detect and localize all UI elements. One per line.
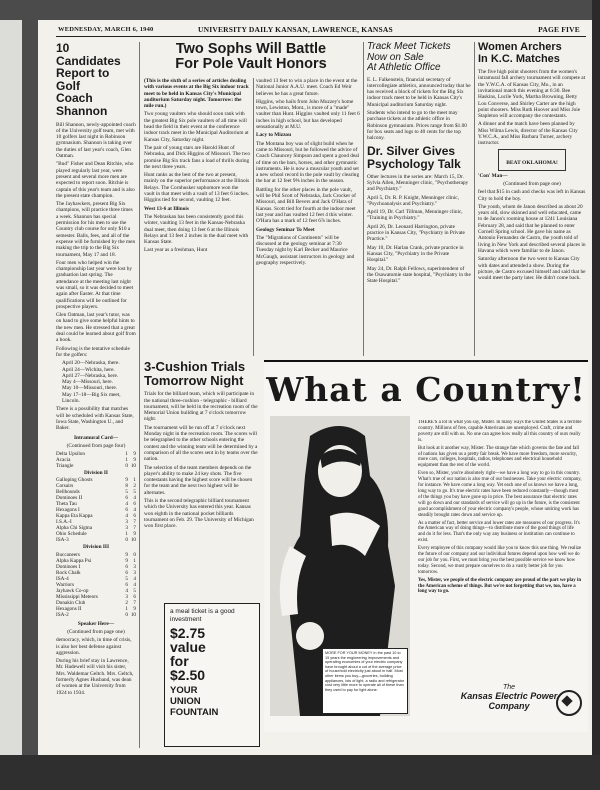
pole-vault-subhead: Lacy to Mizzou xyxy=(256,132,292,139)
tickets-para: E. L. Falkenstein, financial secretary of intercollegiate athletics, announced today that he has received a block of tickets for the Big Six indoor track meet to be held in Kansas City's Municipal auditorium Saturday night. xyxy=(367,76,471,108)
ad-para: But look at it another way, Mister. The strange fate which governs the fate and fall of nations has given us a pretty fair break. We have more freedom, more security, more cars, colleges, hospitals, radios, telephones and electrical household equipment than the rest of the world. xyxy=(418,445,580,469)
beat-oklahoma-box: BEAT OKLAHOMA! xyxy=(498,149,566,171)
team-name: ISA-2 xyxy=(56,611,69,618)
fountain-name: YOUR UNION FOUNTAIN xyxy=(170,685,219,718)
pole-vault-para: The Nebraskan has been consistently good this winter, vaulting 13 feet in the Kansas-Nebraska dual meet, then doing 13 feet 6 at the Illinois Relays and 13 feet 2 inches in the dual meet with Kansas State. xyxy=(144,213,249,246)
team-name: Galloping Ghosts xyxy=(56,477,93,484)
team-wins: 6 xyxy=(125,569,128,576)
pole-vault-para: Hunt ranks as the best of the two at present, mainly on the superior performance at the Illinois Relays. The Cornhusker sophomore won the vault in that meet with a vault of 13 feet 6 inches. Higgins tied for second, vaulting 12 feet. xyxy=(144,172,250,204)
team-wins: 8 xyxy=(125,483,128,490)
golf-para: Glen Oatman, last year's tutor, was on hand to give some helpful hints to the new men. He stressed that a great deal could be learned about golf from a book. xyxy=(56,312,136,344)
team-wins: 9 xyxy=(125,557,128,564)
team-wins: 0 xyxy=(125,537,128,544)
fountain-prices: $2.75 value for $2.50 xyxy=(170,625,206,683)
con-man-para: Saturday afternoon the two went to Kansas City with dates and attended a show. During the picture, de Castro excused himself and said that he would meet the party later. He didn't come back. xyxy=(478,256,586,282)
speaker-subtitle: (Continued from page one) xyxy=(67,629,125,635)
team-losses: 3 xyxy=(133,569,136,576)
con-man-para: feel that $15 in cash and checks was left in Kansas City to hold the boy. xyxy=(478,189,586,202)
pole-vault-para: Higgins, who hails from John Muzzey's home town, Lewiston, Mont., is more of a "made" vaulter than Hunt. Higgins vaulted only 11 feet 6 inches in high school, but has developed sensationally at M.U. xyxy=(256,98,360,131)
newspaper-page xyxy=(38,20,592,755)
pole-vault-para: vaulted 13 feet to win a place in the event at the National Junior A.A.U. meet. Coach Ed Weir believes he has a great future. xyxy=(256,78,358,97)
geology-para: The "Migrations of Continents" will be discussed at the geology seminar at 7:30 Tuesday night by Karl Becker and Maurice McGaugh, assistant instructors in geology and geography respectively. xyxy=(256,234,355,267)
pole-vault-para: The pair of young stars are Harold Hunt of Nebraska, and Dick Higgins of Missouri. The two promise Big Six track fans a load of thrills during the next three years. xyxy=(144,144,250,170)
team-wins: 3 xyxy=(125,593,128,600)
team-wins: 4 xyxy=(125,501,128,508)
scan-bottom xyxy=(0,755,600,790)
team-losses: 3 xyxy=(133,563,136,570)
golf-para: Bill Shannon, newly-appointed coach of the University golf team, met with 10 golfers last night in Robinson gymnasium. Shannon is taking over the duties of last year's coach, Glen Oatman. xyxy=(56,121,136,160)
team-wins: 9 xyxy=(125,477,128,484)
con-man-subtitle: (Continued from page one) xyxy=(503,180,561,187)
archers-para: A dinner and the match have been planned by Miss Wilma Lewis, director of the Kansas City Y.W.C.A., and Miss Barbara Turner, archery instructor. xyxy=(478,121,578,147)
standings-table xyxy=(56,451,136,469)
psychology-para: April 5, Dr. R. P. Knight, Menninger clinic, "Psychoanalysis and Psychiatry." xyxy=(367,194,459,207)
team-losses: 7 xyxy=(133,599,136,606)
team-losses: 10 xyxy=(130,611,136,618)
team-name: Kappa Eta Kappa xyxy=(56,513,93,520)
con-man-para: The youth, whom de Janon described as about 20 years old, slow skinned and well educated, came to de Janon's rooming house at 1241 Louisiana February 28, and said that he planned to enter Cornell Spring school. He gave his name as Antonio Fernandez de Castro, the youth told of living in New York and described several places in Havana which were familiar to de Janon. xyxy=(478,203,586,254)
team-name: Warriors xyxy=(56,581,75,588)
team-losses: 1 xyxy=(133,557,136,564)
ad-para: Every employee of this company would like you to know this one thing. We realize the future of our company and our individual futures depend upon how well we do our job for you. First, we must bring you the best possible service we know how today. Second, we must prepare ourselves to do a vastly better job for you tomorrow. xyxy=(418,546,582,575)
team-wins: 1 xyxy=(125,605,128,612)
team-name: Hexagons II xyxy=(56,605,82,612)
team-name: Bellhounds xyxy=(56,489,80,496)
team-losses: 9 xyxy=(133,531,136,538)
archers-headline: Women Archers In K.C. Matches xyxy=(478,42,562,65)
masthead-page: PAGE FIVE xyxy=(538,25,580,34)
column-rule xyxy=(139,42,140,748)
team-name: Delta Upsilon xyxy=(56,451,85,458)
golf-para: "Bud" Fisher and Dean Ritchie, who played regularly last year, were present and several more men are expected to report soon. Ritchie is captain of this year's team and is also the present state champion. xyxy=(56,161,135,199)
team-losses: 10 xyxy=(130,463,136,470)
team-losses: 5 xyxy=(133,489,136,496)
team-name: Dunakin Club xyxy=(56,599,86,606)
team-wins: 3 xyxy=(125,525,128,532)
team-name: Dominoes II xyxy=(56,495,83,502)
team-name: Mississippi Meteors xyxy=(56,593,98,600)
pole-vault-column-cont xyxy=(256,78,360,356)
pole-vault-subhead: West 13-6 at Illinois xyxy=(144,205,189,212)
con-man-title: 'Con' Man— xyxy=(478,172,508,179)
pole-vault-para: Two young vaulters who should soon rank with the greatest Big Six pole vaulters of all time will head the field in their event at the conference indoor track meet in the Municipal Auditorium at Kansas City, Saturday night. xyxy=(144,111,249,143)
money-callout: MORE FOR YOUR MONEY In the past 10 to 15 years the engineering improvements and operating economies of your electric company have brought about a cut of the average price of household electricity just about in half. Most other items you buy—groceries, building appliances, lots of light, a radio and refrigerator cost very little more to operate all of these than they used to pay for light alone. xyxy=(322,648,408,714)
division-title: Division III xyxy=(82,544,110,551)
team-name: Alpha Chi Sigma xyxy=(56,525,93,532)
archers-column xyxy=(478,42,586,356)
intramural-title: Intramural Card— xyxy=(74,434,118,441)
team-name: ISA-3 xyxy=(56,537,69,544)
team-name: I.S.A.-I xyxy=(56,519,72,526)
team-wins: 2 xyxy=(125,599,128,606)
pole-vault-para: Battling for the other places in the pole vault, will be Phil Scott of Nebraska, Jack Crocker of Missouri, and Bill Bevers and Jack O'Hara of Kansas. Scott tied for fourth at the indoor meet last year and has vaulted 12 feet 4 this winter. O'Hara has a mark of 12 feet 6⅞ inches. xyxy=(256,186,356,225)
team-wins: 9 xyxy=(125,551,128,558)
division-title: Division II xyxy=(84,470,108,477)
team-wins: 6 xyxy=(125,581,128,588)
standings-row xyxy=(56,612,136,618)
tickets-column xyxy=(367,42,471,356)
ad-body xyxy=(418,420,582,680)
team-name: Acacia xyxy=(56,457,71,464)
psychology-para: Other lectures in the series are: March 15, Dr. Sylvia Allen, Menninger clinic, "Psychotherapy and Psychiatry." xyxy=(367,173,469,193)
speaker-para: democracy, which, in time of crisis, is also her best defense against aggression. xyxy=(56,637,132,656)
psychology-para: May 24, Dr. Ralph Fellows, superintendent of the Osawatomie state hospital, "Psychiatry in the State Hospital." xyxy=(367,265,471,285)
standings-table xyxy=(56,552,136,618)
psychology-para: April 19, Dr. Carl Tillman, Menninger clinic, "Training in Psychiatry." xyxy=(367,209,463,222)
archers-para: The five high point shooters from the women's intramural fall archery tournament will compete at the Y.W.C.A. of Kansas City, Mo., in an invitational match this evening at 6:30. Bee Haskins, Lucile York, Martha Browning, Betty Lou Converse, and Shirley Carter are the high point shooters. Miss Ruth Hoover and Miss Joie Stapleton will accompany the contestants. xyxy=(478,69,586,120)
team-name: Hexagons I xyxy=(56,507,80,514)
golf-para: Four men who helped win the championship last year were lost by graduation last spring. The attendance at the meeting last night was small, so it was decided to meet again after Easter. At that time qualifications will be outlined for prospective players. xyxy=(56,259,134,310)
team-wins: 4 xyxy=(125,587,128,594)
pole-vault-column xyxy=(144,78,250,356)
team-losses: 4 xyxy=(133,507,136,514)
column-rule xyxy=(363,42,364,356)
team-name: Corsairs xyxy=(56,483,74,490)
standings-table xyxy=(56,477,136,543)
golf-para: Following is the tentative schedule for the golfers: xyxy=(56,345,130,358)
team-name: Buccaneers xyxy=(56,551,80,558)
team-name: Alpha Kappa Psi xyxy=(56,557,92,564)
team-wins: 1 xyxy=(125,457,128,464)
billiards-column xyxy=(144,360,258,600)
billiards-para: The selection of the team members depends on the player's ability to make 24 key shots. The five contestants having the highest score will be chosen for the team and the next two highest will be alternates. xyxy=(144,464,253,496)
team-wins: 6 xyxy=(125,507,128,514)
golf-para: The Jayhawkers, present Big Six champions, will practice three times a week. Shannon has special permission for his men to use the Country club course for only $10 a semester. Balls, fees, and all of the expense will be furnished by the men making the trip to the Big Six tournament, May 17 and 18. xyxy=(56,201,136,258)
speaker-title: Speaker Here— xyxy=(77,620,115,627)
team-losses: 9 xyxy=(133,451,136,458)
fountain-tagline: a meal ticket is a good investment xyxy=(170,608,235,623)
tickets-para: Students who intend to go to the meet may purchase tickets at the athletic office in Robinson gymnasium. Prices range from $1.00 for box seats and logs to 40 cents for the top balcony. xyxy=(367,109,467,142)
billiards-headline: 3-Cushion Trials Tomorrow Night xyxy=(144,360,246,388)
team-wins: 1 xyxy=(125,531,128,538)
team-losses: 10 xyxy=(130,537,136,544)
team-losses: 6 xyxy=(133,501,136,508)
pole-vault-headline: Two Sophs Will Battle For Pole Vault Honors xyxy=(175,41,327,73)
team-wins: 5 xyxy=(125,575,128,582)
pole-vault-lead: (This is the sixth of a series of articles dealing with various events at the Big Six indoor track meet to be held in Kansas City's Municipal auditorium Saturday night. Tomorrow: the mile run.) xyxy=(144,78,249,110)
team-losses: 1 xyxy=(133,477,136,484)
standings-row xyxy=(56,463,136,469)
intramural-subtitle: (Continued from page four) xyxy=(66,442,126,449)
geology-title: Geology Seminar To Meet xyxy=(256,226,315,233)
billiards-para: This is the second telegraphic billiard tournament which the University has entered this year. Kansas won eighth in the national pocket billiards tournament on Feb. 29. The University of Michigan won first place. xyxy=(144,498,254,530)
psychology-headline: Dr. Silver Gives Psychology Talk xyxy=(367,144,461,172)
team-wins: 4 xyxy=(125,513,128,520)
golf-headline: 10 Candidates Report to Golf Coach Shannon xyxy=(56,42,121,118)
team-losses: 6 xyxy=(133,513,136,520)
ad-para: THERE'S a lot in what you say, Mister. In many ways the United States is a terrible country. Millions of free, capable Americans are unemployed. Craft, crime and poverty are still with us. No one can agree how really all this country of ours really is. xyxy=(418,420,582,443)
team-losses: 2 xyxy=(133,483,136,490)
team-wins: 5 xyxy=(125,489,128,496)
ad-para: As a matter of fact, better service and lower rates are measures of our progress. It's the American way of doing things—to distribute more of the good things of life and do it for less. That's the only way any business or institution can continue to exist. xyxy=(418,520,580,544)
team-wins: 6 xyxy=(125,563,128,570)
billiards-para: The tournament will be run off at 7 o'clock next Monday night in the recreation room. The scores will be telegraphed to the other schools entering the contest and the winning team will be determined by a comparison of all the scores sent in by teams over the nation. xyxy=(144,424,258,463)
ad-para: Even so, Mister, you're absolutely right—we have a long way to go in this country. What's true of our nation is also true of our businesses. Take your electric company, for instance. We have come a long way. Yet each one of us knows we have a long, long way to go. It's true electric rates have been reduced constantly—though most of the things you buy have gone up in price. The best assurance that electric rates will go down and our standards of service will go up in the future, is the consistent good accomplishment of your electric company's people, whose untiring work has steadily brought rates down and service up. xyxy=(418,471,582,518)
team-wins: 0 xyxy=(125,611,128,618)
ad-para: Yes, Mister, we people of the electric company are proud of the part we play in the American scheme of things. But we're not forgetting that we, too, have a long way to go. xyxy=(418,577,582,595)
team-losses: 4 xyxy=(133,581,136,588)
union-fountain-ad xyxy=(164,603,260,747)
team-wins: 6 xyxy=(125,495,128,502)
tickets-headline: Track Meet Tickets Now on Sale At Athletic Office xyxy=(367,42,451,73)
ad-illustration xyxy=(270,416,410,716)
golf-schedule: April 20—Nebraska, there. April 24—Wichita, here. April 27—Nebraska, here. May 4—Missouri, here. May 10—Missouri, there. May 17–18—Big Six meet, Lincoln. xyxy=(62,360,121,405)
psychology-para: April 26, Dr. Leonard Harrington, private practice in Kansas City, "Psychiatry in Private Practice." xyxy=(367,223,465,243)
team-name: Jayhawk Co-op xyxy=(56,587,89,594)
column-rule xyxy=(253,78,254,356)
pole-vault-para: The Montana boy was of slight build when he came to Missouri, but he followed the advice of Coach Chauncey Simpson and spent a good deal of time on the bars, horses, and other gymnastic instruments. He is now a muscular youth and set a new school record in the pole vault by clearing the bar at 12 feet 9⅝ inches in the season. xyxy=(256,140,360,185)
column-rule xyxy=(474,42,475,356)
adjacent-page-edge xyxy=(0,20,22,755)
team-name: ISA-4 xyxy=(56,575,69,582)
psychology-para: May 10, Dr. Harlan Crank, private practice in Kansas City, "Psychiatry in the Private Hospital." xyxy=(367,244,464,264)
team-losses: 0 xyxy=(133,551,136,558)
golf-para: There is a possibility that matches will be scheduled with Kansas State, Iowa State, Washington U., and Baker. xyxy=(56,406,134,432)
ad-headline: What a Country! xyxy=(266,370,586,409)
ad-signature: The Kansas Electric Power Company xyxy=(460,684,558,711)
golf-column xyxy=(56,42,136,748)
speaker-para: During his brief stay in Lawrence, Mr. Hadewell will visit his sister, Mrs. Waldemar Geltch. Mrs. Geltch, formerly Agnes Husband, was dean of women at the University from 1924 to 1934. xyxy=(56,658,134,696)
team-losses: 4 xyxy=(133,575,136,582)
team-losses: 6 xyxy=(133,593,136,600)
team-name: Dominoes I xyxy=(56,563,81,570)
masthead-paper: UNIVERSITY DAILY KANSAN, LAWRENCE, KANSAS xyxy=(198,25,393,34)
scan-edge xyxy=(592,0,600,790)
team-wins: 0 xyxy=(125,463,128,470)
team-wins: 1 xyxy=(125,451,128,458)
team-name: Rock Chalk xyxy=(56,569,81,576)
team-losses: 9 xyxy=(133,457,136,464)
pole-vault-para: Last year as a freshman, Hunt xyxy=(144,247,208,254)
masthead-date: WEDNESDAY, MARCH 6, 1940 xyxy=(58,26,154,33)
team-wins: 3 xyxy=(125,519,128,526)
kansas-electric-ad xyxy=(264,360,588,732)
billiards-para: Trials for the billiard team, which will participate in the national three-cushion - telegraphic - billiard tournament, will be held in the recreation room of the Memorial Union building at 7 o'clock tomorrow night. xyxy=(144,391,258,423)
team-name: Triangle xyxy=(56,463,74,470)
team-name: Theta Tau xyxy=(56,501,77,508)
team-name: Ohio Schedule xyxy=(56,531,87,538)
team-losses: 7 xyxy=(133,525,136,532)
masthead xyxy=(38,24,592,36)
team-losses: 5 xyxy=(133,587,136,594)
team-losses: 9 xyxy=(133,605,136,612)
team-losses: 4 xyxy=(133,495,136,502)
company-seal-icon xyxy=(556,690,582,716)
standings-row xyxy=(56,537,136,543)
team-losses: 7 xyxy=(133,519,136,526)
masthead-rule xyxy=(56,36,586,37)
